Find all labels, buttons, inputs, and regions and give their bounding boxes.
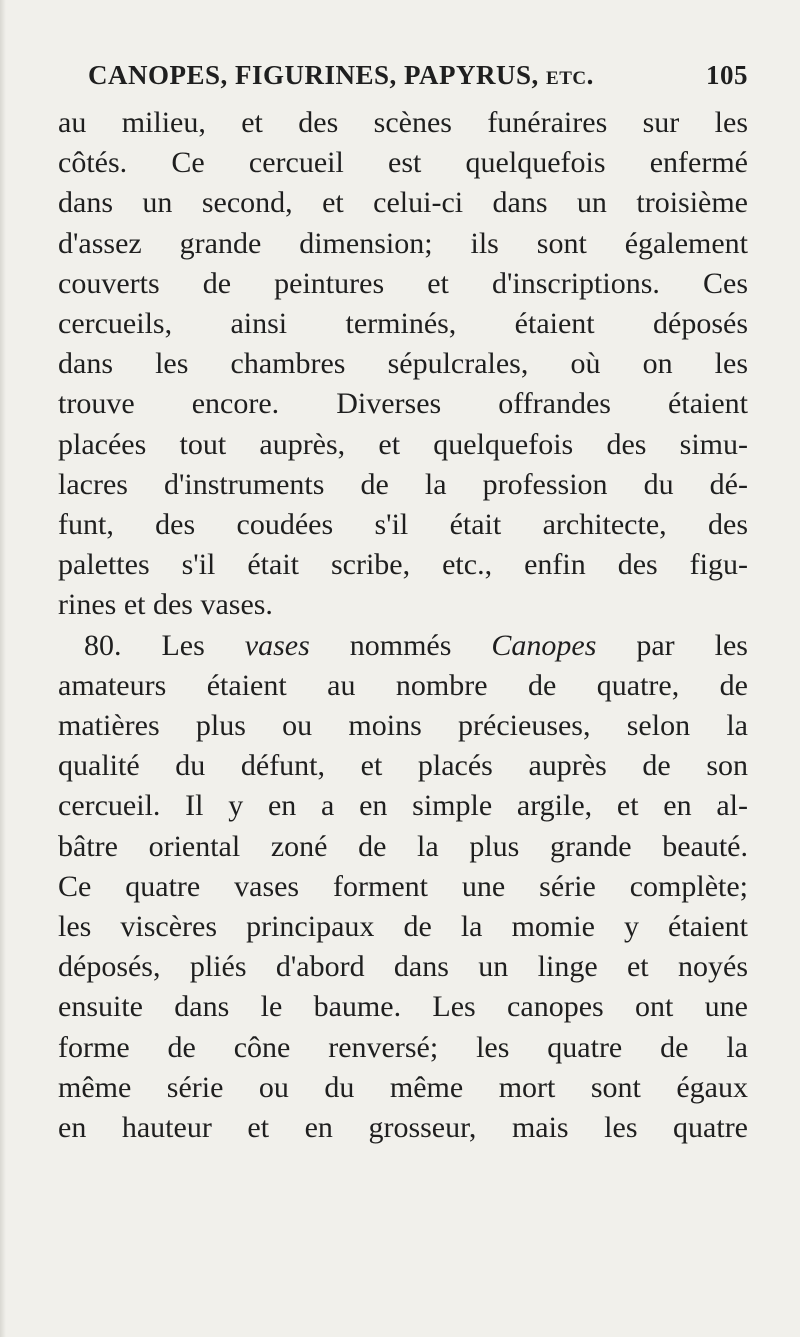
text-line: cercueils, ainsi terminés, étaient déposés	[58, 307, 748, 341]
text-line: les viscères principaux de la momie y étaient	[58, 910, 748, 944]
text-line: trouve encore. Diverses offrandes étaient	[58, 387, 748, 421]
text-fragment: nommés	[309, 628, 492, 662]
text-line: en hauteur et en grosseur, mais les quatre	[58, 1111, 748, 1145]
page-edge-shadow	[0, 0, 6, 1337]
text-line: bâtre oriental zoné de la plus grande beauté.	[58, 829, 748, 863]
text-fragment: par les	[596, 628, 748, 662]
paragraph-number: 80. Les	[84, 628, 245, 662]
text-line: placées tout auprès, et quelquefois des simu-	[58, 427, 748, 461]
text-line: côtés. Ce cercueil est quelquefois enfermé	[58, 146, 748, 180]
page-number: 105	[706, 60, 748, 90]
body-text	[58, 103, 748, 1148]
running-title: CANOPES, FIGURINES, PAPYRUS, etc.	[88, 60, 594, 90]
italic-term-vases: vases	[244, 628, 310, 662]
paragraph-80-first-line	[58, 626, 748, 666]
text-line: amateurs étaient au nombre de quatre, de	[58, 668, 748, 702]
text-line: déposés, pliés d'abord dans un linge et noyés	[58, 950, 748, 984]
text-line: dans les chambres sépulcrales, où on les	[58, 347, 748, 381]
page-header	[88, 60, 748, 91]
text-line: qualité du défunt, et placés auprès de son	[58, 749, 748, 783]
text-line: même série ou du même mort sont égaux	[58, 1070, 748, 1104]
text-line: couverts de peintures et d'inscriptions. Ces	[58, 266, 748, 300]
text-line: dans un second, et celui-ci dans un troisième	[58, 186, 748, 220]
text-line: matières plus ou moins précieuses, selon la	[58, 709, 748, 743]
italic-term-canopes: Canopes	[491, 628, 597, 662]
text-line: au milieu, et des scènes funéraires sur les	[58, 106, 748, 139]
text-line: cercueil. Il y en a en simple argile, et en al-	[58, 789, 748, 823]
text-line: funt, des coudées s'il était architecte, des	[58, 508, 748, 542]
text-line: ensuite dans le baume. Les canopes ont une	[58, 990, 748, 1024]
text-line: d'assez grande dimension; ils sont également	[58, 226, 748, 260]
text-line: forme de cône renversé; les quatre de la	[58, 1030, 748, 1064]
text-line: lacres d'instruments de la profession du dé-	[58, 467, 748, 501]
text-line: Ce quatre vases forment une série complète;	[58, 869, 748, 903]
text-line: rines et des vases.	[58, 588, 273, 622]
text-line: palettes s'il était scribe, etc., enfin des figu-	[58, 548, 748, 582]
